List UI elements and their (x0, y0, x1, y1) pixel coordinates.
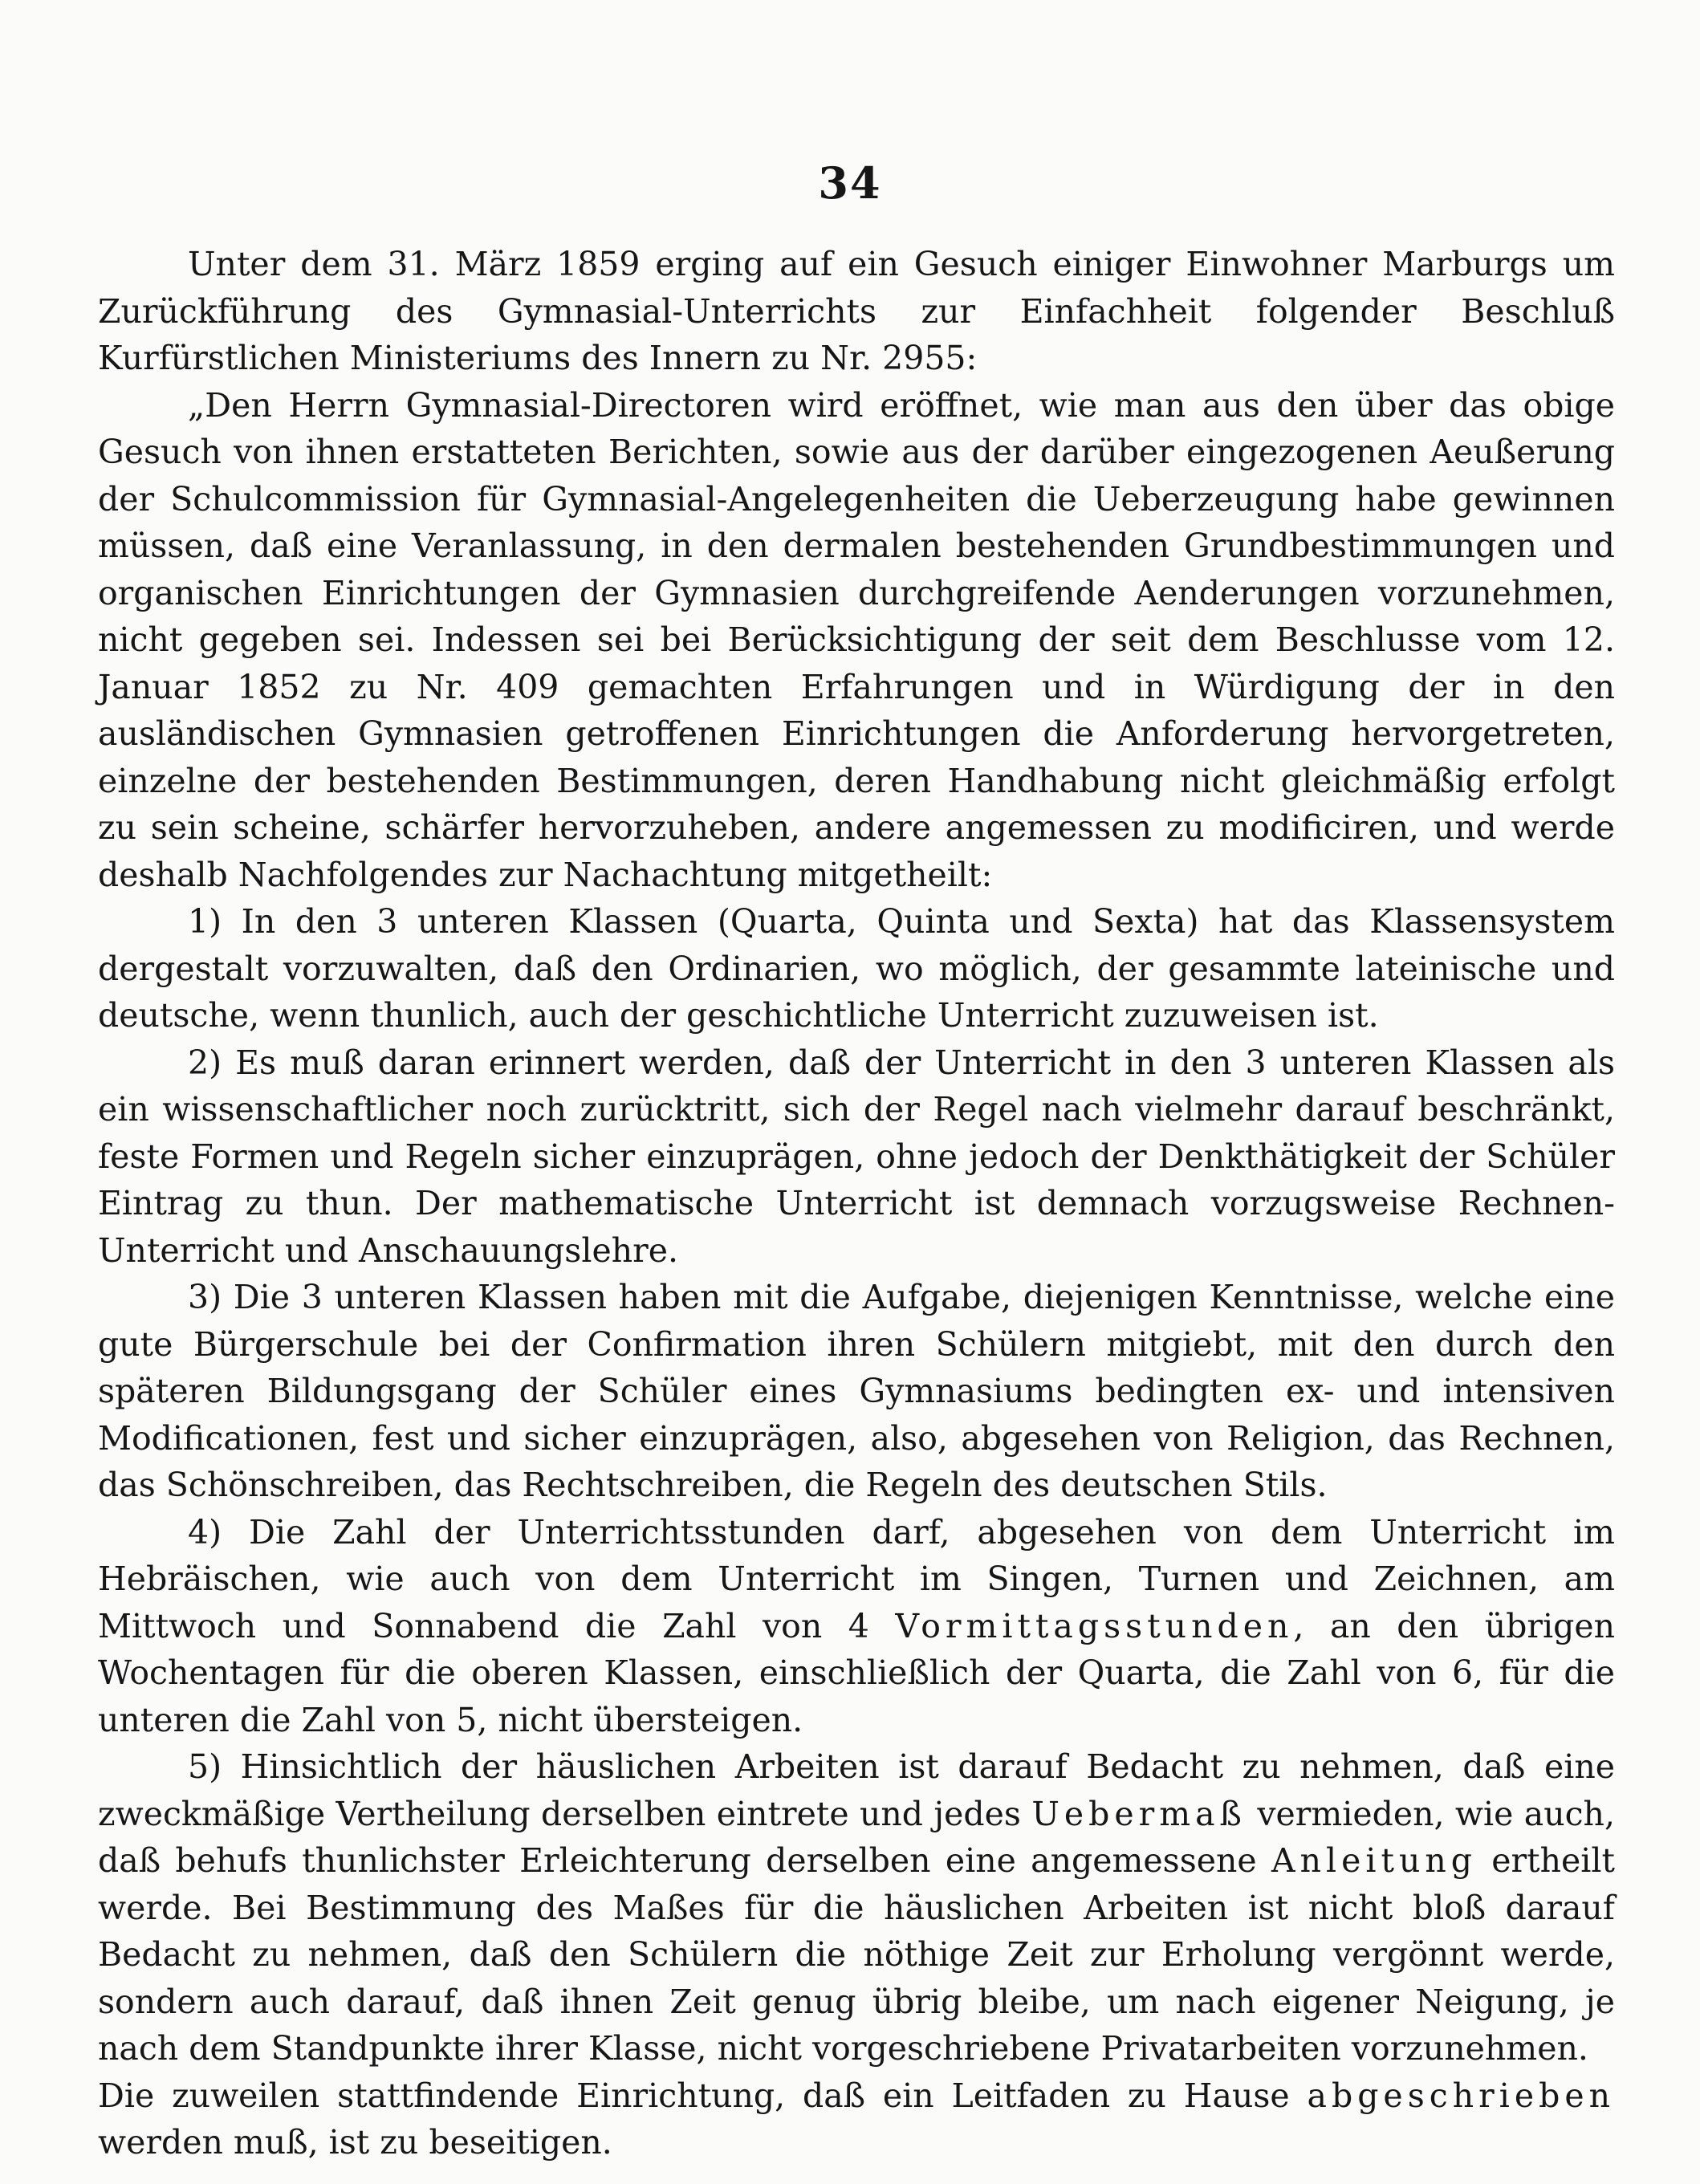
body-text (98, 241, 1615, 2166)
item-5-text-b: vermieden, wie auch, daß behufs thunlichster Erleichterung derselben eine angemessene (98, 1794, 1615, 1880)
closing-paragraph (98, 2072, 1615, 2166)
item-5-text-a: 5) Hinsichtlich der häuslichen Arbeiten ist darauf Bedacht zu nehmen, daß eine zweckmäßige Vertheilung derselben eintrete und jedes (98, 1747, 1615, 1833)
item-5-emphasis-1: Uebermaß (1031, 1794, 1247, 1833)
page-number: 34 (818, 157, 882, 209)
item-5-emphasis-2: Anleitung (1271, 1841, 1478, 1880)
item-4-emphasis: Vormittagsstunden (895, 1606, 1294, 1645)
intro-paragraph: Unter dem 31. März 1859 erging auf ein Gesuch einiger Einwohner Marburgs um Zurückführung des Gymnasial-Unterrichts zur Einfachheit folgender Beschluß Kurfürstlichen Ministeriums des Innern zu Nr. 2955: (98, 245, 1615, 377)
item-3-paragraph: 3) Die 3 unteren Klassen haben mit die Aufgabe, diejenigen Kenntnisse, welche eine gute Bürgerschule bei der Confirmation ihren Schülern mitgiebt, mit den durch den späteren Bildungsgang der Schüler eines Gymnasiums bedingten ex- und intensiven Modificationen, fest und sicher einzuprägen, also, abgesehen von Religion, das Rechnen, das Schönschreiben, das Rechtschreiben, die Regeln des deutschen Stils. (98, 1278, 1615, 1504)
item-4-text-a: 4) Die Zahl der Unterrichtsstunden darf, abgesehen von dem Unterricht im Hebräischen, wie auch von dem Unterricht im Singen, Turnen und Zeichnen, am Mittwoch und Sonnabend die Zahl von 4 (98, 1512, 1615, 1645)
closing-text-a: Die zuweilen stattfindende Einrichtung, daß ein Leitfaden zu Hause (98, 2076, 1308, 2115)
item-4-paragraph (98, 1509, 1615, 1744)
quote-paragraph: „Den Herrn Gymnasial-Directoren wird eröffnet, wie man aus den über das obige Gesuch von ihnen erstatteten Berichten, sowie aus der darüber eingezogenen Aeußerung der Schulcommission für Gymnasial-Angelegenheiten die Ueberzeugung habe gewinnen müssen, daß eine Veranlassung, in den dermalen bestehenden Grundbestimmungen und organischen Einrichtungen der Gymnasien durchgreifende Aenderungen vorzunehmen, nicht gegeben sei. Indessen sei bei Berücksichtigung der seit dem Beschlusse vom 12. Januar 1852 zu Nr. 409 gemachten Erfahrungen und in Würdigung der in den ausländischen Gymnasien getroffenen Einrichtungen die Anforderung hervorgetreten, einzelne der bestehenden Bestimmungen, deren Handhabung nicht gleichmäßig erfolgt zu sein scheine, schärfer hervorzuheben, andere angemessen zu modificiren, und werde deshalb Nachfolgendes zur Nachachtung mitgetheilt: (98, 385, 1615, 894)
item-5-text-c: ertheilt werde. Bei Bestimmung des Maßes für die häuslichen Arbeiten ist nicht bloß darauf Bedacht zu nehmen, daß den Schülern die nöthige Zeit zur Erholung vergönnt werde, sondern auch darauf, daß ihnen Zeit genug übrig bleibe, um nach eigener Neigung, je nach dem Standpunkte ihrer Klasse, nicht vorgeschriebene Privatarbeiten vorzunehmen. (98, 1841, 1615, 2068)
closing-text-b: werden muß, ist zu beseitigen. (98, 2123, 612, 2162)
item-1-paragraph: 1) In den 3 unteren Klassen (Quarta, Quinta und Sexta) hat das Klassensystem dergestalt vorzuwalten, daß den Ordinarien, wo möglich, der gesammte lateinische und deutsche, wenn thunlich, auch der geschichtliche Unterricht zuzuweisen ist. (98, 902, 1615, 1035)
item-5-paragraph (98, 1743, 1615, 2072)
closing-emphasis: abgeschrieben (1307, 2076, 1615, 2115)
item-2-paragraph: 2) Es muß daran erinnert werden, daß der Unterricht in den 3 unteren Klassen als ein wissenschaftlicher noch zurücktritt, sich der Regel nach vielmehr darauf beschränkt, feste Formen und Regeln sicher einzuprägen, ohne jedoch der Denkthätigkeit der Schüler Eintrag zu thun. Der mathematische Unterricht ist demnach vorzugsweise Rechnen-Unterricht und Anschauungslehre. (98, 1043, 1615, 1270)
item-4-text-b: , an den übrigen Wochentagen für die oberen Klassen, einschließlich der Quarta, die Zahl von 6, für die unteren die Zahl von 5, nicht übersteigen. (98, 1606, 1615, 1739)
